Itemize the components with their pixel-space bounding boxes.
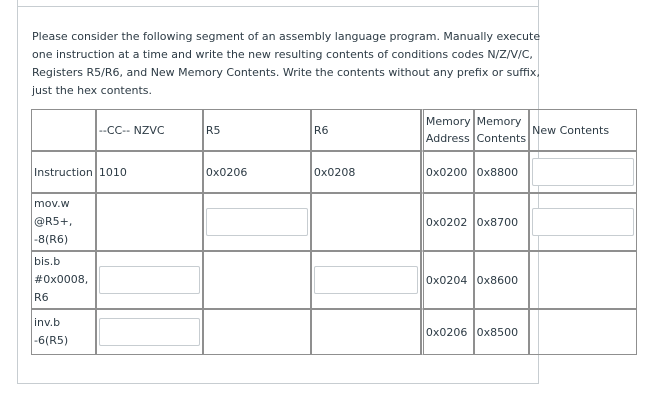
header-memory-address-line1: Memory: [425, 115, 471, 128]
header-memory-contents: [474, 109, 529, 151]
new-contents-input-0x0200[interactable]: [532, 158, 634, 186]
instruction-line: @R5+,: [34, 215, 73, 228]
instruction-cell: [31, 193, 96, 251]
new-contents-cell: [529, 151, 637, 193]
header-memory-contents-line2: Contents: [476, 132, 527, 145]
r6-cell: [311, 193, 421, 251]
instruction-line: inv.b: [34, 316, 61, 329]
question-line: Please consider the following segment of an assembly language program. Manually execute: [32, 30, 541, 43]
header-memory-address: [421, 109, 474, 151]
instruction-line: R6: [34, 291, 49, 304]
instruction-line: mov.w: [34, 197, 70, 210]
table-row: [31, 193, 637, 251]
r5-cell: [203, 193, 311, 251]
instruction-line: bis.b: [34, 255, 61, 268]
new-contents-cell: [529, 193, 637, 251]
contents-cell: 0x8700: [474, 193, 529, 251]
header-cc: --CC-- NZVC: [96, 109, 203, 151]
question-line: just the hex contents.: [32, 84, 153, 97]
table-header-row: [31, 109, 637, 151]
initial-cc: 1010: [96, 151, 203, 193]
header-r6: R6: [311, 109, 421, 151]
cc-cell: [96, 193, 203, 251]
address-cell: 0x0202: [421, 193, 474, 251]
r5-cell: [203, 251, 311, 309]
contents-cell: 0x8600: [474, 251, 529, 309]
instruction-cell: [31, 309, 96, 355]
question-line: one instruction at a time and write the new resulting contents of conditions codes N/Z/V/C,: [32, 48, 533, 61]
cc-cell: [96, 309, 203, 355]
initial-label: Instruction: [31, 151, 96, 193]
instruction-line: #0x0008,: [34, 273, 89, 286]
cc-input-row3[interactable]: [99, 318, 200, 346]
question-line: Registers R5/R6, and New Memory Contents. Write the contents without any prefix or suffix,: [32, 66, 540, 79]
answer-table: [31, 109, 637, 355]
cc-input-row2[interactable]: [99, 266, 200, 294]
table-row: [31, 251, 637, 309]
empty-header-cell: [31, 109, 96, 151]
address-cell: 0x0204: [421, 251, 474, 309]
initial-r6: 0x0208: [311, 151, 421, 193]
contents-cell: 0x8500: [474, 309, 529, 355]
r5-cell: [203, 309, 311, 355]
r6-cell: [311, 309, 421, 355]
instruction-line: -6(R5): [34, 334, 69, 347]
initial-r5: 0x0206: [203, 151, 311, 193]
initial-address: 0x0200: [421, 151, 474, 193]
header-new-contents: New Contents: [529, 109, 637, 151]
instruction-cell: [31, 251, 96, 309]
header-r5: R5: [203, 109, 311, 151]
instruction-line: -8(R6): [34, 233, 69, 246]
new-contents-cell: [529, 309, 637, 355]
cc-cell: [96, 251, 203, 309]
new-contents-cell: [529, 251, 637, 309]
table-row-initial: [31, 151, 637, 193]
r5-input-row1[interactable]: [206, 208, 308, 236]
new-contents-input-0x0202[interactable]: [532, 208, 634, 236]
r6-cell: [311, 251, 421, 309]
header-memory-address-line2: Address: [425, 132, 470, 145]
question-text: [32, 28, 541, 100]
header-memory-contents-line1: Memory: [476, 115, 522, 128]
address-cell: 0x0206: [421, 309, 474, 355]
table-row: [31, 309, 637, 355]
initial-contents: 0x8800: [474, 151, 529, 193]
r6-input-row2[interactable]: [314, 266, 418, 294]
